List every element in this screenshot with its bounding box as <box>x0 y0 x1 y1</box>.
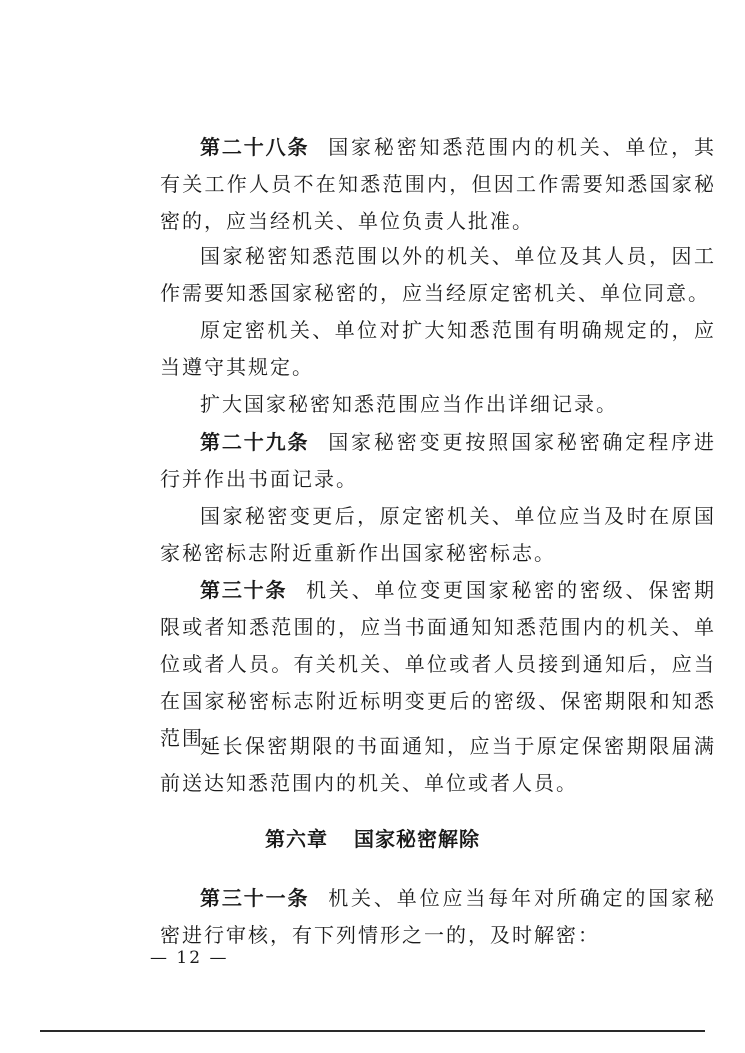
article-29-heading: 第二十九条 <box>200 430 310 454</box>
article-29-text: 国家秘密变更按照国家秘密确定程序进行并作出书面记录。 <box>160 430 717 491</box>
page-number: — 12 — <box>150 948 229 968</box>
article-30-clause-2 <box>160 728 716 802</box>
article-29-clause-2-text: 国家秘密变更后，原定密机关、单位应当及时在原国家秘密标志附近重新作出国家秘密标志。 <box>160 504 716 565</box>
article-28-clause-3 <box>160 312 716 386</box>
article-28-clause-2 <box>160 238 716 312</box>
article-30-clause-2-text: 延长保密期限的书面通知，应当于原定保密期限届满前送达知悉范围内的机关、单位或者人员。 <box>160 734 716 795</box>
article-28-heading: 第二十八条 <box>200 135 310 159</box>
article-31-paragraph <box>160 880 716 954</box>
chapter-heading <box>0 823 745 852</box>
article-30-text: 机关、单位变更国家秘密的密级、保密期限或者知悉范围的，应当书面通知知悉范围内的机关、单位或者人员。有关机关、单位或者人员接到通知后，应当在国家秘密标志附近标明变更后的密级、保密期限和知悉范围。 <box>160 578 717 750</box>
article-29-paragraph <box>160 424 716 498</box>
article-28-text: 国家秘密知悉范围内的机关、单位，其有关工作人员不在知悉范围内，但因工作需要知悉国家秘密的，应当经机关、单位负责人批准。 <box>160 135 717 233</box>
chapter-title: 国家秘密解除 <box>354 827 480 851</box>
article-30-heading: 第三十条 <box>200 578 288 602</box>
article-28-clause-4 <box>160 386 716 423</box>
article-31-heading: 第三十一条 <box>200 886 310 910</box>
article-28-paragraph <box>160 129 716 240</box>
article-31-text: 机关、单位应当每年对所确定的国家秘密进行审核，有下列情形之一的，及时解密： <box>160 886 717 947</box>
article-28-clause-4-text: 扩大国家秘密知悉范围应当作出详细记录。 <box>200 392 618 416</box>
article-28-clause-3-text: 原定密机关、单位对扩大知悉范围有明确规定的，应当遵守其规定。 <box>160 318 716 379</box>
bottom-divider <box>40 1030 705 1032</box>
article-28-clause-2-text: 国家秘密知悉范围以外的机关、单位及其人员，因工作需要知悉国家秘密的，应当经原定密机关、单位同意。 <box>160 244 716 305</box>
chapter-number: 第六章 <box>265 827 328 851</box>
article-29-clause-2 <box>160 498 716 572</box>
